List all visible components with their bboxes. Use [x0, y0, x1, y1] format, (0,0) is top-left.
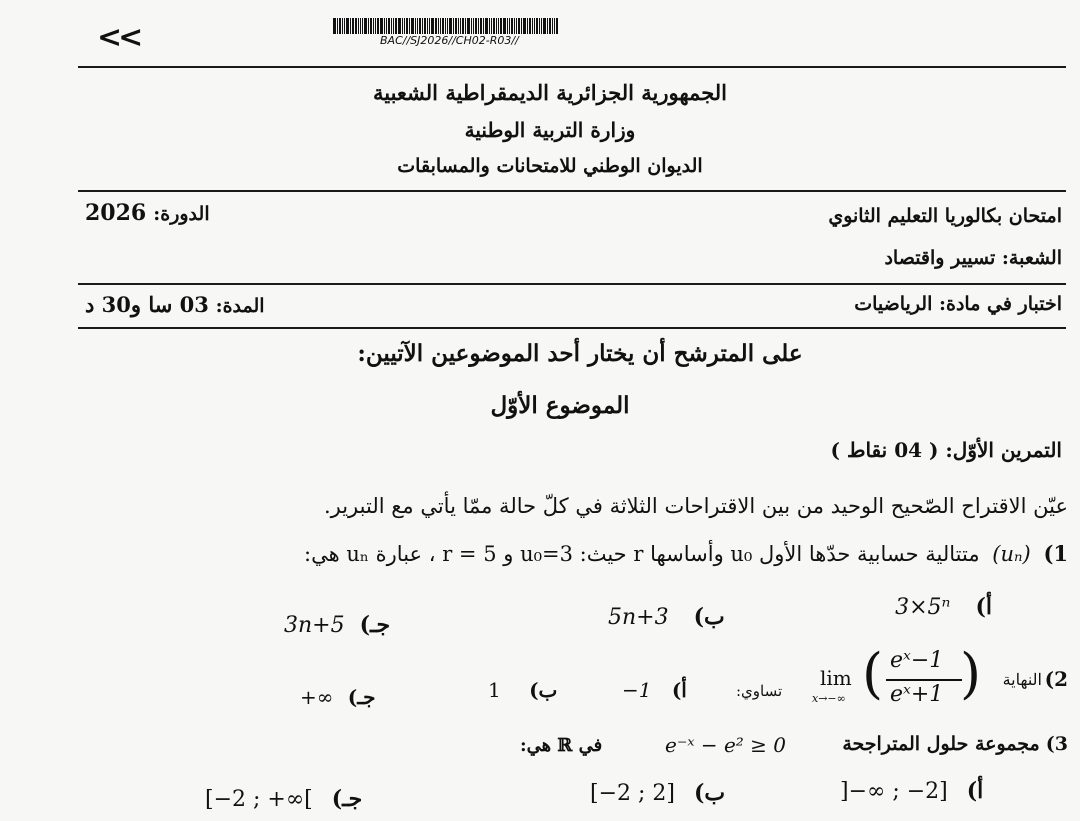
barcode-bar	[556, 18, 558, 34]
barcode-bar	[404, 18, 405, 34]
barcode-bar	[375, 18, 376, 34]
barcode-bar	[388, 18, 390, 34]
barcode-bar	[445, 18, 446, 34]
barcode-bar	[424, 18, 426, 34]
header-office: الديوان الوطني للامتحانات والمسابقات	[397, 155, 703, 177]
barcode-bar	[377, 18, 379, 34]
q1-option-a	[895, 594, 992, 620]
barcode-bar	[453, 18, 454, 34]
barcode-bar	[346, 18, 349, 34]
barcode-bar	[493, 18, 495, 34]
q2-option-c-value: +∞	[300, 685, 334, 709]
topic-title: الموضوع الأوّل	[490, 392, 630, 419]
barcode-text: BAC//SJ2026//CH02-R03//	[380, 34, 519, 47]
barcode-bar	[360, 18, 361, 34]
header-republic: الجمهورية الجزائرية الديمقراطية الشعبية	[372, 80, 727, 105]
duration-value: 03 سا و30 د	[85, 292, 209, 317]
barcode-bar	[417, 18, 418, 34]
q2-close-paren: )	[960, 642, 982, 705]
q2-option-b	[488, 678, 557, 702]
branch: الشعبة: تسيير واقتصاد	[884, 247, 1062, 269]
exercise-intro: عيّن الاقتراح الصّحيح الوحيد من بين الاقتراحات الثلاثة في كلّ حالة ممّا يأتي مع التبرير.	[323, 494, 1068, 518]
q1-option-c-value: 3n+5	[284, 613, 345, 638]
q2-numerator: eˣ−1	[890, 648, 944, 673]
instruction-text: على المترشح أن يختار أحد الموضوعين الآتيين:	[357, 340, 803, 367]
barcode-bar	[496, 18, 497, 34]
barcode-bar	[539, 18, 540, 34]
q2-lim-sub: x→−∞	[812, 692, 846, 705]
barcode-bar	[532, 18, 533, 34]
barcode-bar	[471, 18, 472, 34]
q1-option-c-label: جـ)	[359, 612, 391, 638]
session-label: الدورة:	[153, 203, 210, 225]
barcode-bar	[427, 18, 428, 34]
q2-limit	[810, 642, 980, 712]
barcode-bar	[342, 18, 343, 34]
barcode-bar	[465, 18, 466, 34]
barcode-bar	[498, 18, 499, 34]
subject-rule	[78, 327, 1066, 329]
barcode-bar	[415, 18, 416, 34]
q3-suffix: في ℝ هي:	[520, 735, 603, 756]
barcode-bar	[460, 18, 461, 34]
barcode-bar	[419, 18, 421, 34]
q1-seq: (uₙ)	[992, 542, 1031, 566]
barcode-bar	[411, 18, 414, 34]
q1-option-b-label: ب)	[693, 604, 725, 630]
barcode-bar	[483, 18, 484, 34]
q2-number: 2)	[1044, 667, 1068, 691]
barcode-bar	[507, 18, 508, 34]
barcode-bar	[442, 18, 444, 34]
barcode-bar	[333, 18, 336, 34]
barcode-bar	[489, 18, 490, 34]
barcode-bar	[536, 18, 538, 34]
barcode-bar	[384, 18, 385, 34]
barcode-bar	[440, 18, 441, 34]
barcode-bar	[480, 18, 482, 34]
q3-option-a-label: أ)	[966, 778, 984, 804]
q3	[842, 733, 1068, 755]
q2-option-c	[300, 685, 375, 709]
barcode-bar	[364, 18, 367, 34]
barcode-bar	[485, 18, 488, 34]
q2-option-b-value: 1	[488, 678, 501, 702]
barcode-bar	[398, 18, 401, 34]
q3-option-b-label: ب)	[694, 780, 726, 806]
q2-open-paren: (	[862, 642, 884, 705]
q2-denominator: eˣ+1	[890, 682, 944, 707]
barcode-bar	[521, 18, 522, 34]
barcode-bar	[503, 18, 506, 34]
barcode-bar	[554, 18, 555, 34]
q1-option-b	[608, 604, 725, 630]
barcode-bar	[509, 18, 510, 34]
barcode-bar	[516, 18, 517, 34]
barcode-bar	[549, 18, 551, 34]
q2-lim: lim	[820, 666, 852, 690]
q2-prefix: النهاية	[1002, 670, 1042, 689]
duration-label: المدة:	[215, 295, 265, 317]
barcode-bar	[393, 18, 394, 34]
q3-option-c-value: [−2 ; +∞[	[205, 787, 313, 812]
barcode-bar	[373, 18, 374, 34]
q3-text: مجموعة حلول المتراجحة	[842, 733, 1040, 755]
barcode-bar	[449, 18, 452, 34]
barcode-bar	[368, 18, 369, 34]
barcode-bar	[355, 18, 357, 34]
barcode-bar	[514, 18, 515, 34]
q3-option-c	[205, 786, 362, 812]
barcode-bar	[438, 18, 439, 34]
barcode-bar	[352, 18, 354, 34]
q1-option-a-label: أ)	[975, 594, 992, 620]
q2-fraction-bar	[886, 679, 962, 681]
session-value: 2026	[85, 200, 147, 226]
barcode-bar	[350, 18, 351, 34]
barcode-bar	[447, 18, 448, 34]
exercise-title: التمرين الأوّل: ( 04 نقاط )	[830, 438, 1062, 462]
exam-title: امتحان بكالوريا التعليم الثانوي	[828, 205, 1062, 227]
q3-option-a-value: ]−∞ ; −2]	[840, 779, 948, 804]
session	[85, 200, 210, 226]
barcode-bar	[543, 18, 546, 34]
meta-rule	[78, 283, 1066, 285]
barcode-bar	[370, 18, 372, 34]
q2-option-b-label: ب)	[529, 678, 558, 702]
header-rule	[78, 190, 1066, 192]
q3-number: 3)	[1045, 733, 1068, 755]
subject: اختبار في مادة: الرياضيات	[854, 293, 1062, 315]
q3-option-b-value: [−2 ; 2]	[590, 781, 675, 806]
barcode-bar	[339, 18, 341, 34]
barcode-bar	[358, 18, 359, 34]
q1-option-a-value: 3×5ⁿ	[895, 595, 951, 620]
q1-option-b-value: 5n+3	[608, 605, 669, 630]
barcode-bar	[473, 18, 474, 34]
barcode-bar	[391, 18, 392, 34]
barcode-bar	[435, 18, 437, 34]
barcode-bar	[422, 18, 423, 34]
barcode-bar	[431, 18, 434, 34]
barcode-bar	[467, 18, 470, 34]
top-rule	[78, 66, 1066, 68]
barcode-bar	[500, 18, 502, 34]
duration	[85, 292, 265, 317]
q3-option-a	[840, 778, 983, 804]
q2-option-a-value: −1	[622, 678, 652, 702]
q3-option-b	[590, 780, 725, 806]
barcode-bar	[478, 18, 479, 34]
q2-option-c-label: جـ)	[347, 685, 376, 709]
q1-option-c	[284, 612, 390, 638]
q2-option-a-label: أ)	[671, 678, 687, 702]
q2-option-a	[622, 678, 687, 702]
barcode-bar	[429, 18, 430, 34]
q1-number: 1)	[1043, 541, 1068, 566]
barcode-bar	[523, 18, 526, 34]
barcode-bar	[534, 18, 535, 34]
barcode-bar	[547, 18, 548, 34]
barcode-bar	[337, 18, 338, 34]
barcode-bar	[529, 18, 531, 34]
barcode-bar	[386, 18, 387, 34]
barcode-bar	[462, 18, 464, 34]
barcode-bar	[362, 18, 363, 34]
barcode	[333, 18, 629, 34]
barcode-bar	[395, 18, 397, 34]
barcode-bar	[458, 18, 459, 34]
chevron-icon: <<	[97, 20, 140, 55]
q3-option-c-label: جـ)	[331, 786, 363, 812]
barcode-bar	[511, 18, 513, 34]
barcode-bar	[380, 18, 383, 34]
barcode-bar	[409, 18, 410, 34]
barcode-bar	[344, 18, 345, 34]
barcode-bar	[541, 18, 542, 34]
barcode-bar	[518, 18, 520, 34]
q1-text: متتالية حسابية حدّها الأول u₀ وأساسها r حيث: u₀=3 و r = 5 ، عبارة uₙ هي:	[304, 542, 980, 566]
barcode-bar	[491, 18, 492, 34]
q3-inequality: e⁻ˣ − e² ≥ 0	[665, 733, 787, 757]
barcode-bar	[475, 18, 477, 34]
barcode-bar	[402, 18, 403, 34]
barcode-bar	[552, 18, 553, 34]
barcode-bar	[406, 18, 408, 34]
header-ministry: وزارة التربية الوطنية	[464, 118, 636, 142]
barcode-bar	[527, 18, 528, 34]
q1	[304, 541, 1068, 566]
barcode-bar	[455, 18, 457, 34]
q2-suffix: تساوي:	[736, 682, 783, 700]
